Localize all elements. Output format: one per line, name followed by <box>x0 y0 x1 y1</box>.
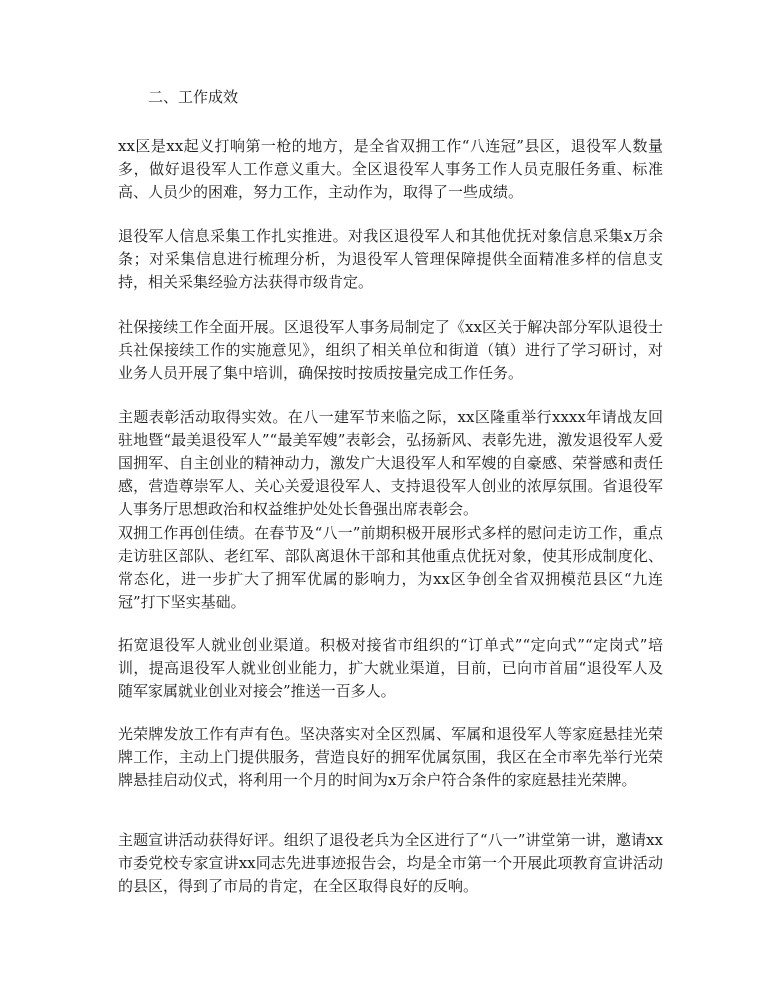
paragraph-honor-plaque: 光荣牌发放工作有声有色。坚决落实对全区烈属、军属和退役军人等家庭悬挂光荣牌工作，主动上门提供服务，营造良好的拥军优属氛围，我区在全市率先举行光荣牌悬挂启动仪式，将利用一个月的时间为x万余户符合条件的家庭悬挂光荣牌。 <box>118 725 663 789</box>
paragraph-lecture: 主题宣讲活动获得好评。组织了退役老兵为全区进行了“八一”讲堂第一讲，邀请xx市委党校专家宣讲xx同志先进事迹报告会，均是全市第一个开展此项教育宣讲活动的县区，得到了市局的肯定，在全区取得良好的反响。 <box>118 831 663 895</box>
section-heading: 二、工作成效 <box>148 88 239 106</box>
paragraph-social-security: 社保接续工作全面开展。区退役军人事务局制定了《xx区关于解决部分军队退役士兵社保接续工作的实施意见》，组织了相关单位和街道（镇）进行了学习研讨，对业务人员开展了集中培训，确保按时按质按量完成工作任务。 <box>118 318 663 382</box>
paragraph-info-collection: 退役军人信息采集工作扎实推进。对我区退役军人和其他优抚对象信息采集x万余条；对采集信息进行梳理分析，为退役军人管理保障提供全面精准多样的信息支持，相关采集经验方法获得市级肯定。 <box>118 227 663 291</box>
paragraph-intro: xx区是xx起义打响第一枪的地方，是全省双拥工作“八连冠”县区，退役军人数量多，做好退役军人工作意义重大。全区退役军人事务工作人员克服任务重、标准高、人员少的困难，努力工作，主动作为，取得了一些成绩。 <box>118 137 663 201</box>
paragraph-commendation: 主题表彰活动取得实效。在八一建军节来临之际，xx区隆重举行xxxx年请战友回驻地暨“最美退役军人”“最美军嫂”表彰会，弘扬新风、表彰先进，激发退役军人爱国拥军、自主创业的精神动力，激发广大退役军人和军嫂的自豪感、荣誉感和责任感，营造尊崇军人、关心关爱退役军人、支持退役军人创业的浓厚氛围。省退役军人事务厅思想政治和权益维护处处长鲁强出席表彰会。 <box>118 408 663 518</box>
paragraph-double-support: 双拥工作再创佳绩。在春节及“八一”前期积极开展形式多样的慰问走访工作，重点走访驻区部队、老红军、部队离退休干部和其他重点优抚对象，使其形成制度化、常态化，进一步扩大了拥军优属的影响力，为xx区争创全省双拥模范县区“九连冠”打下坚实基础。 <box>118 524 663 611</box>
paragraph-employment: 拓宽退役军人就业创业渠道。积极对接省市组织的“订单式”“定向式”“定岗式”培训，提高退役军人就业创业能力，扩大就业渠道，目前，已向市首届“退役军人及随军家属就业创业对接会”推送一百多人。 <box>118 636 663 700</box>
